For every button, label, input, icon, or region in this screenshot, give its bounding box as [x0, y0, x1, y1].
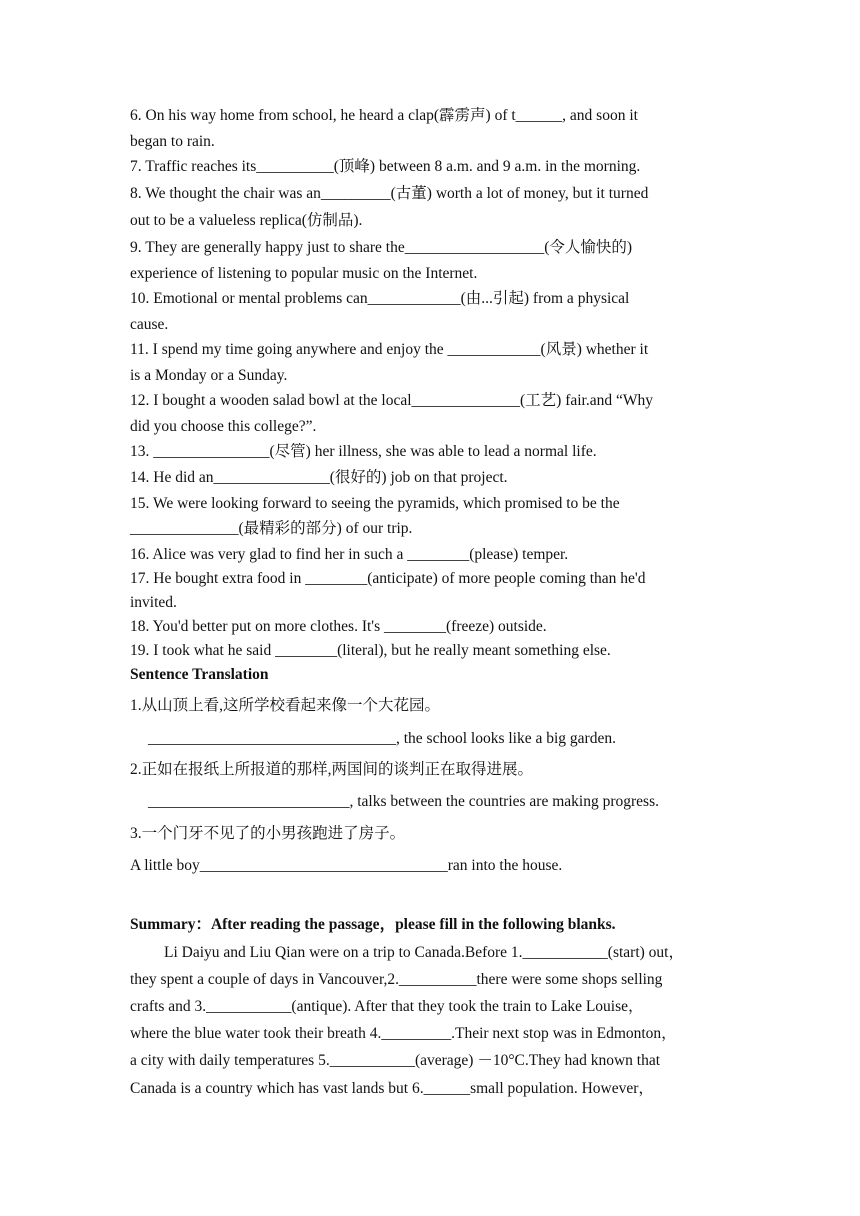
exercise-line: cause. [130, 316, 169, 333]
summary-line: Canada is a country which has vast lands but 6.______small population. However， [130, 1080, 654, 1097]
translation-prompt: 1.从山顶上看,这所学校看起来像一个大花园。 [130, 697, 441, 714]
exercise-line: 14. He did an_______________(很好的) job on that project. [130, 469, 508, 486]
exercise-line: 15. We were looking forward to seeing the pyramids, which promised to be the [130, 495, 620, 512]
exercise-line: 13. _______________(尽管) her illness, she was able to lead a normal life. [130, 443, 597, 460]
translation-heading: Sentence Translation [130, 666, 269, 683]
exercise-line: 7. Traffic reaches its__________(顶峰) between 8 a.m. and 9 a.m. in the morning. [130, 158, 641, 175]
exercise-line: is a Monday or a Sunday. [130, 367, 288, 384]
translation-answer-line: A little boy________________________________ran into the house. [130, 857, 563, 874]
exercise-line: did you choose this college?”. [130, 418, 317, 435]
exercise-line: 17. He bought extra food in ________(anticipate) of more people coming than he'd [130, 570, 646, 587]
summary-line: a city with daily temperatures 5.___________(average) －10°C.They had known that [130, 1052, 661, 1069]
summary-line: Li Daiyu and Liu Qian were on a trip to Canada.Before 1.___________(start) out， [164, 944, 684, 961]
exercise-line: 11. I spend my time going anywhere and enjoy the ____________(风景) whether it [130, 341, 649, 358]
translation-answer-line: ________________________________, the school looks like a big garden. [148, 730, 616, 747]
exercise-line: ______________(最精彩的部分) of our trip. [130, 520, 413, 537]
exercise-line: 18. You'd better put on more clothes. It's ________(freeze) outside. [130, 618, 547, 635]
translation-prompt: 3.一个门牙不见了的小男孩跑进了房子。 [130, 825, 406, 842]
translation-answer-line: __________________________, talks between the countries are making progress. [148, 793, 659, 810]
exercise-line: 6. On his way home from school, he heard a clap(霹雳声) of t______, and soon it [130, 107, 638, 124]
summary-line: crafts and 3.___________(antique). After that they took the train to Lake Louise， [130, 998, 644, 1015]
exercise-line: out to be a valueless replica(仿制品). [130, 212, 363, 229]
exercise-line: 12. I bought a wooden salad bowl at the local______________(工艺) fair.and “Why [130, 392, 654, 409]
exercise-line: 10. Emotional or mental problems can____________(由...引起) from a physical [130, 290, 630, 307]
exercise-line: 16. Alice was very glad to find her in such a ________(please) temper. [130, 546, 569, 563]
exercise-line: invited. [130, 594, 177, 611]
exercise-line: began to rain. [130, 133, 215, 150]
exercise-line: 19. I took what he said ________(literal), but he really meant something else. [130, 642, 611, 659]
summary-heading: Summary：After reading the passage，please fill in the following blanks. [130, 916, 616, 933]
exercise-line: 8. We thought the chair was an_________(古董) worth a lot of money, but it turned [130, 185, 649, 202]
exercise-line: experience of listening to popular music on the Internet. [130, 265, 478, 282]
translation-prompt: 2.正如在报纸上所报道的那样,两国间的谈判正在取得进展。 [130, 761, 534, 778]
exercise-line: 9. They are generally happy just to share the__________________(令人愉快的) [130, 239, 633, 256]
summary-line: they spent a couple of days in Vancouver,2.__________there were some shops selling [130, 971, 663, 988]
summary-line: where the blue water took their breath 4._________.Their next stop was in Edmonton， [130, 1025, 677, 1042]
